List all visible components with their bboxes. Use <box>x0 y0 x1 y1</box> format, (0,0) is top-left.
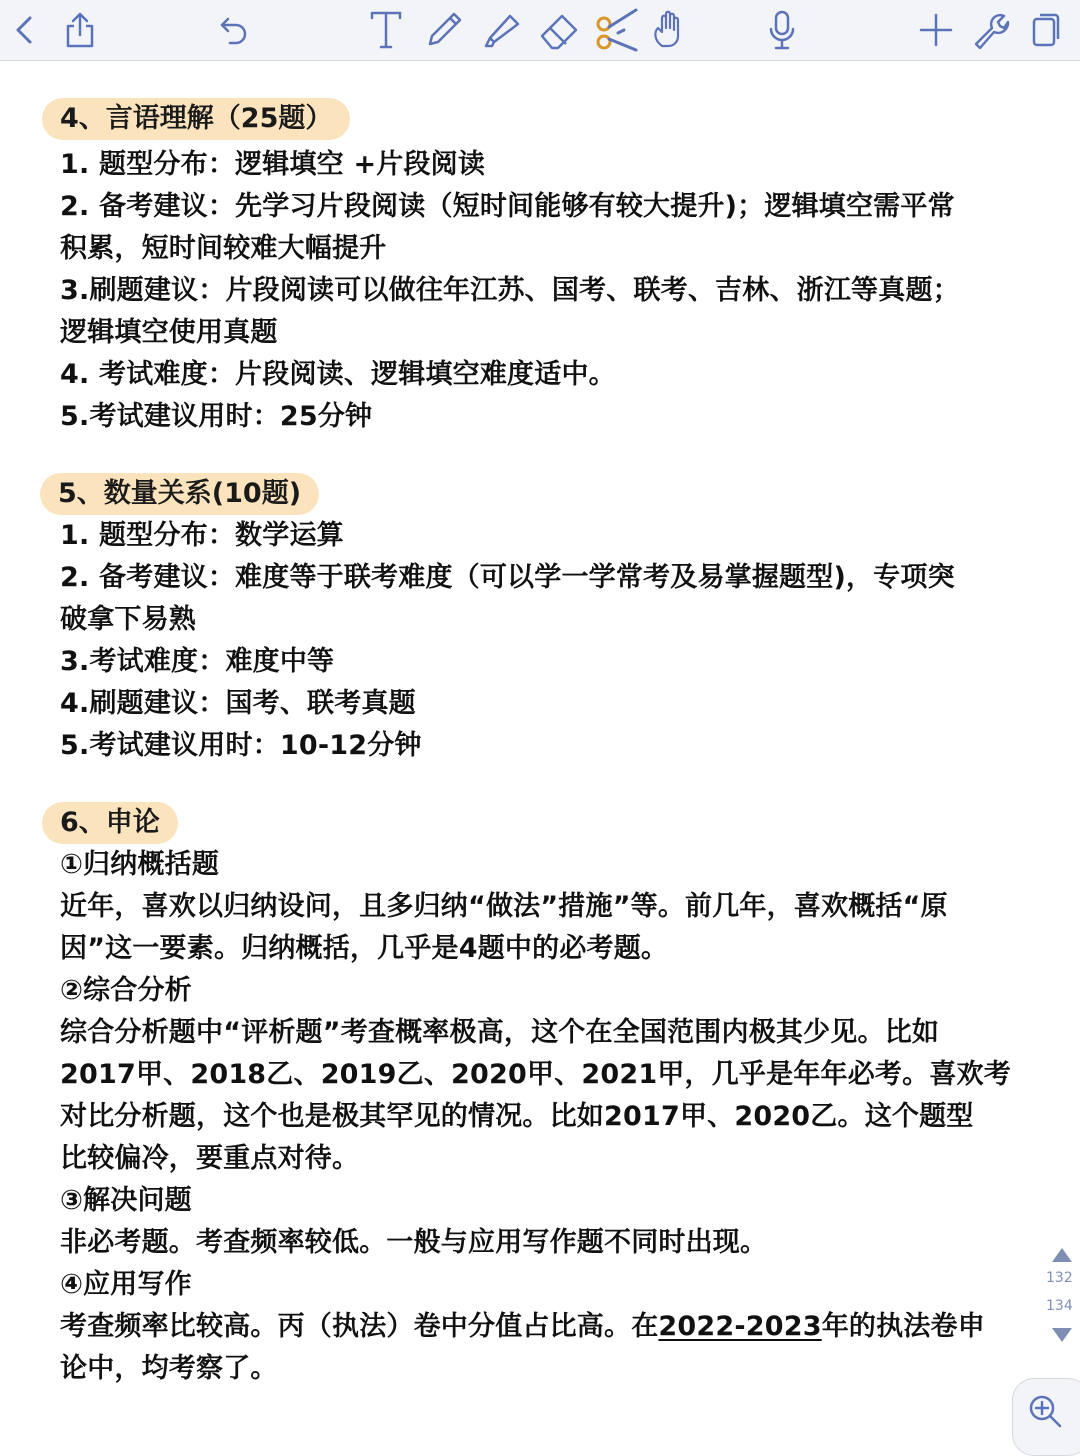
text-line: 近年，喜欢以归纳设问，且多归纳“做法”措施”等。前几年，喜欢概括“原 <box>60 891 948 922</box>
text-line: 5.考试建议用时：10-12分钟 <box>60 730 422 761</box>
text-line: 1. 题型分布：数学运算 <box>60 520 344 551</box>
text-line: 论中，均考察了。 <box>60 1353 278 1384</box>
eraser-icon[interactable] <box>536 6 584 54</box>
text-line: 积累，短时间较难大幅提升 <box>60 233 387 264</box>
text-line: 因”这一要素。归纳概括，几乎是4题中的必考题。 <box>60 933 669 964</box>
highlighter-icon[interactable] <box>478 6 526 54</box>
undo-icon[interactable] <box>210 6 258 54</box>
share-icon[interactable] <box>56 6 104 54</box>
text-line: 2. 备考建议：先学习片段阅读（短时间能够有较大提升)；逻辑填空需平常 <box>60 191 955 222</box>
text-line: 3.刷题建议：片段阅读可以做往年江苏、国考、联考、吉林、浙江等真题； <box>60 275 960 306</box>
section-heading: 6、申论 <box>42 802 178 844</box>
page-navigator <box>1040 1240 1080 1350</box>
text-line: 4.刷题建议：国考、联考真题 <box>60 688 416 719</box>
text-line: 4. 考试难度：片段阅读、逻辑填空难度适中。 <box>60 359 616 390</box>
underlined-text: 2022-2023 <box>658 1311 822 1342</box>
pen-icon[interactable] <box>420 6 468 54</box>
page-icon[interactable] <box>1022 6 1070 54</box>
back-icon[interactable] <box>0 6 48 54</box>
page-down-icon[interactable] <box>1052 1328 1072 1342</box>
subheading: ④应用写作 <box>60 1269 192 1300</box>
text-line: 3.考试难度：难度中等 <box>60 646 335 677</box>
top-toolbar <box>0 0 1080 61</box>
text-line: 非必考题。考查频率较低。一般与应用写作题不同时出现。 <box>60 1227 768 1258</box>
wrench-icon[interactable] <box>966 6 1014 54</box>
text-line <box>60 1306 1030 1348</box>
zoom-in-icon <box>1027 1393 1063 1429</box>
text-line: 破拿下易熟 <box>60 604 196 635</box>
subheading: ③解决问题 <box>60 1185 192 1216</box>
document-page[interactable] <box>0 60 1080 1440</box>
subheading: ②综合分析 <box>60 975 192 1006</box>
subheading: ①归纳概括题 <box>60 849 220 880</box>
current-page-number: 132 <box>1046 1270 1073 1286</box>
text-line: 综合分析题中“评析题”考查概率极高，这个在全国范围内极其少见。比如 <box>60 1017 940 1048</box>
text-icon[interactable] <box>362 6 410 54</box>
text-line: 2. 备考建议：难度等于联考难度（可以学一学常考及易掌握题型)，专项突 <box>60 562 955 593</box>
add-icon[interactable] <box>912 6 960 54</box>
section-heading: 5、数量关系(10题) <box>40 473 319 515</box>
text-segment: 年的执法卷申 <box>821 1311 985 1342</box>
scissors-icon[interactable] <box>594 6 642 54</box>
microphone-icon[interactable] <box>758 6 806 54</box>
text-line: 5.考试建议用时：25分钟 <box>60 401 373 432</box>
zoom-button[interactable] <box>1012 1378 1080 1456</box>
text-segment: 考查频率比较高。丙（执法）卷中分值占比高。在 <box>60 1311 659 1342</box>
text-line: 2017甲、2018乙、2019乙、2020甲、2021甲，几乎是年年必考。喜欢考 <box>60 1059 1011 1090</box>
section-heading: 4、言语理解（25题） <box>42 98 350 140</box>
page-up-icon[interactable] <box>1052 1248 1072 1262</box>
total-page-number: 134 <box>1046 1298 1073 1314</box>
text-line: 比较偏冷，要重点对待。 <box>60 1143 360 1174</box>
text-line: 对比分析题，这个也是极其罕见的情况。比如2017甲、2020乙。这个题型 <box>60 1101 974 1132</box>
text-line: 1. 题型分布：逻辑填空 +片段阅读 <box>60 149 486 180</box>
text-line: 逻辑填空使用真题 <box>60 317 278 348</box>
hand-icon[interactable] <box>646 6 694 54</box>
